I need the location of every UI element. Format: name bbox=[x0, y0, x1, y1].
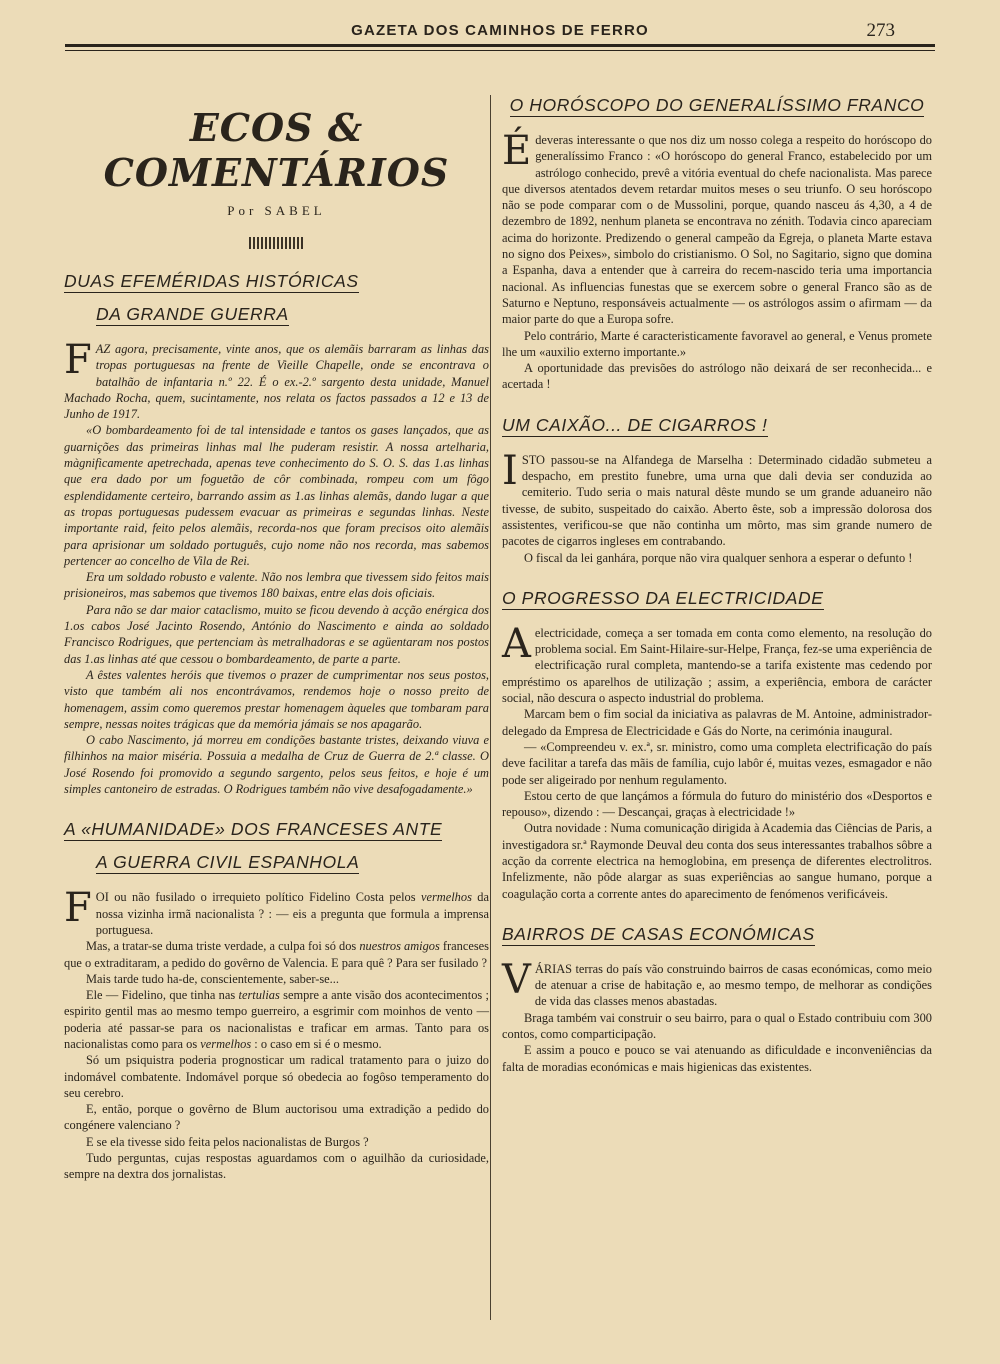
paragraph: E, então, porque o govêrno de Blum auctorisou uma extradição a pedido do congénere valenciano ? bbox=[64, 1102, 489, 1133]
paragraph: E assim a pouco e pouco se vai atenuando as dificuldade e inconveniências da falta de moradias económicas e mais higienicas das existentes. bbox=[502, 1043, 932, 1074]
paragraph: «O bombardeamento foi de tal intensidade e tantos os gases lançados, que as guarnições das primeiras linhas mal lhe puderam resistir. A nossa artelharia, màgnificamente apetrechada, apenas teve conhecimento do S. O. S. das 1.as linhas que era dado por um foguetão de côr combinada, rompeu com um fôgo esplendidamente certeiro, barrando assim as 1.as linhas alemãs, dando lugar a que as tropas portuguesas pudessem evacuar as primeiras e segundas linhas. Neste importante raid, feito pelos alemãis, recorda-nos que foram precisos oito alemãis para aprisionar um soldado português, cujo nome não nos recorda, mas sabemos pertencer ao concelho de Vila de Rei. bbox=[64, 423, 489, 568]
article-heading-line1: DUAS EFEMÉRIDAS HISTÓRICAS bbox=[64, 271, 359, 291]
paragraph: Para não se dar maior cataclismo, muito se ficou devendo à acção enérgica dos 1.os cabos José Jacinto Rosendo, António do Nascimento e ainda ao soldado Francisco Rodrigues, que pertenciam às metralhadoras e se agüentaram nos postos das 1.as linhas até que cessou o bombardeamento, de parte a parte. bbox=[64, 602, 489, 666]
paragraph: FOI ou não fusilado o irrequieto político Fidelino Costa pelos vermelhos da nossa vizinha irmã nacionalista ? : — eis a pregunta que formula a imprensa portuguesa. bbox=[64, 885, 490, 937]
article-caixao-cigarros bbox=[502, 415, 932, 566]
paragraph: Mas, a tratar-se duma triste verdade, a culpa foi só dos nuestros amigos franceses que o extraditaram, a pedido do govêrno de Valencia. E para quê ? Para ser fusilado ? bbox=[64, 939, 489, 970]
publication-title: GAZETA DOS CAMINHOS DE FERRO bbox=[351, 22, 649, 39]
drop-cap: F bbox=[64, 337, 92, 383]
article-bairros-casas bbox=[502, 924, 932, 1075]
paragraph: O fiscal da lei ganhára, porque não vira qualquer senhora a esperar o defunto ! bbox=[524, 550, 913, 565]
paragraph: Mais tarde tudo ha-de, conscientemente, saber-se... bbox=[86, 971, 339, 986]
paragraph: Era um soldado robusto e valente. Não nos lembra que tivessem sido feitos mais prisioneiros, mas sabemos que tivemos 180 baixas, entre elas dois oficiais. bbox=[64, 570, 489, 601]
article-humanidade-franceses bbox=[64, 819, 489, 1182]
paragraph: O cabo Nascimento, já morreu em condições bastante tristes, deixando viuva e filhinhos na maior miséria. Possuia a medalha de Cruz de Guerra de 2.ª classe. O José Rosendo foi promovido a segundo sargento, pelos seus feitos, e hoje é um simples cantoneiro de estradas. O Rodrigues também não vive desafogadamente.» bbox=[64, 733, 489, 797]
paragraph: Aelectricidade, começa a ser tomada em conta como elemento, na resolução do problema social. Em Saint-Hilaire-sur-Helpe, França, fez-se uma experiência de electrificação rural completa, mantendo-se a tarifa existente mas cedendo por empréstimo os aparelhos de utilização ; assim, a experiência, embora de carácter social, não descura o aspecto industrial do problema. bbox=[502, 620, 933, 706]
paragraph: Ele — Fidelino, que tinha nas tertulias sempre a ante visão dos acontecimentos ; espirito gentil mas ao mesmo tempo guerreiro, a esgrimir com moinhos de vento — poderia até passar-se para os nacionalistas e traficar em armas. Tanto para os nacionalistas como para os vermelhos : o caso em si é o mesmo. bbox=[64, 988, 489, 1051]
drop-cap: I bbox=[502, 447, 518, 494]
left-column bbox=[64, 95, 489, 1197]
paragraph: ISTO passou-se na Alfandega de Marselha : Determinado cidadão submeteu a despacho, em prestito funebre, uma urna que dali devia ser conduzida ao cemiterio. Tudo seria o mais natural dêste mundo se um grande aduaneiro não tivesse, de subito, suspeitado do caixão. Aberto êste, sob a impressão dolorosa dos assistentes, verificou-se que não continha um môrto, mas sim grande numero de pacotes de cigarros ingleses em contrabando. bbox=[502, 447, 932, 549]
article-heading-line1: A «HUMANIDADE» DOS FRANCESES ANTE bbox=[64, 819, 443, 840]
page-number: 273 bbox=[866, 20, 895, 41]
article-heading-line2: DA GRANDE GUERRA bbox=[96, 304, 289, 324]
paragraph: Marcam bem o fim social da iniciativa as palavras de M. Antoine, administrador-delegado da Empresa de Electricidade e Gás do Norte, na cerimónia inaugural. bbox=[502, 707, 932, 738]
article-heading-line2: A GUERRA CIVIL ESPANHOLA bbox=[96, 852, 360, 873]
section-main-title: ECOS & COMENTÁRIOS bbox=[103, 105, 450, 195]
article-duas-efemeridas bbox=[64, 271, 489, 797]
paragraph: E se ela tivesse sido feita pelos nacionalistas de Burgos ? bbox=[86, 1134, 369, 1149]
masthead bbox=[65, 18, 935, 54]
paragraph: A oportunidade das previsões do astrólogo não deixará de ser reconhecida... e acertada ! bbox=[502, 361, 932, 392]
paragraph: FAZ agora, precisamente, vinte anos, que os alemãis barraram as linhas das tropas portuguesas na frente de Vieille Chapelle, onde se encontrava o batalhão de infantaria n.º 22. É o ex.-2.º sargento desta unidade, Manuel Machado Rocha, quem, sucintamente, nos relata os factos passados a 12 e 13 de Junho de 1917. bbox=[64, 337, 489, 422]
right-column bbox=[502, 95, 932, 1089]
article-body bbox=[64, 885, 490, 1182]
article-heading: UM CAIXÃO... DE CIGARROS ! bbox=[502, 414, 768, 435]
article-body bbox=[64, 337, 489, 797]
paragraph: Só um psiquistra poderia prognosticar um radical tratamento para o juizo do indomável combatente. Indomável porque só obedecia ao fogôso temperamento do seu cerebro. bbox=[64, 1053, 489, 1100]
article-body bbox=[502, 128, 932, 393]
paragraph: — «Compreendeu v. ex.ª, sr. ministro, como uma completa electrificação do país deve facilitar a tarefa das mãis de família, cujo labôr é, muitas vezes, esmagador e não pode ser aligeirado por nenhum regulamento. bbox=[502, 739, 932, 787]
article-horoscopo-franco bbox=[502, 95, 932, 393]
drop-cap: É bbox=[502, 128, 532, 174]
paragraph: Édeveras interessante o que nos diz um nosso colega a respeito do horóscopo do generalíssimo Franco : «O horóscopo do general Franco, estabelecido por um astrólogo conhecido, prevê a vitória eventual do chefe nacionalista. Mas parece que diversos atentados devem retardar muitos meses o seu triunfo. O seu horóscopo não se pode comparar com o de Mussolini, porque, quando nasceu ás 4,30, a 4 de dezembro de 1892, nenhum planeta se encontrava no zénith. Todavia cinco apareciam acima do horizonte. Predizendo o general campeão da Egreja, o planeta Marte estava no signo dos Peixes», simbolo do cristianismo. O Sol, no Sagitario, signo que domina a Espanha, dava a entender que à carreira do recem-nascido teria uma importancia nacional. As influencias funestas que se exercem sobre o general Franco são as de Saturno e Neptuno, responsáveis actualmente — os astrólogos assim o afirmam — da maior parte do que a Europa sofre. bbox=[502, 128, 932, 327]
paragraph: Pelo contrário, Marte é caracteristicamente favoravel ao general, e Venus promete lhe um «auxilio externo importante.» bbox=[502, 328, 932, 359]
drop-cap: A bbox=[502, 620, 531, 667]
paragraph: Outra novidade : Numa comunicação dirigida à Academia das Ciências de Paris, a investigadora sr.ª Raymonde Deuval deu conta dos seus interessantes trabalhos sôbre a acção da corrente electrica na hemoglobina, em presença de diferentes electrolitros. Infelizmente, não pôde alargar as suas experiências ao sangue humano, porque a coagulação corta a corrente antes do aparecimento de fenómenos verificáveis. bbox=[502, 821, 932, 901]
ornament-divider bbox=[249, 237, 305, 249]
article-heading: O HORÓSCOPO DO GENERALÍSSIMO FRANCO bbox=[509, 95, 925, 115]
article-heading: BAIRROS DE CASAS ECONÓMICAS bbox=[502, 923, 815, 944]
paragraph: A êstes valentes heróis que tivemos o prazer de cumprimentar nos seus postos, visto que também ali nos encontrávamos, rendemos hoje o nosso preito de homenagem, assim como queremos prestar homenagem àqueles que tombaram para sempre, nessas noites trágicas que da memória jámais se nos apagarão. bbox=[64, 667, 489, 731]
byline: Por SABEL bbox=[227, 203, 326, 218]
paragraph: Braga também vai construir o seu bairro, para o qual o Estado contribuiu com 300 contos, como comparticipação. bbox=[502, 1010, 932, 1042]
drop-cap: F bbox=[64, 885, 92, 932]
masthead-rule-thick bbox=[65, 44, 935, 47]
paragraph: VÁRIAS terras do país vão construindo bairros de casas económicas, como meio de atenuar a crise de habitação e, ao mesmo tempo, de melhorar as condições de vida das classes menos abastadas. bbox=[502, 956, 932, 1009]
article-heading: O PROGRESSO DA ELECTRICIDADE bbox=[502, 587, 824, 608]
drop-cap: V bbox=[502, 956, 531, 1003]
masthead-rule-thin bbox=[65, 50, 935, 51]
article-progresso-electricidade bbox=[502, 588, 932, 902]
article-body bbox=[502, 620, 933, 902]
article-body bbox=[502, 447, 932, 566]
paragraph: Estou certo de que lançámos a fórmula do futuro do ministério dos «Desportos e repouso», dizendo : — Descançai, graças à electricidade !» bbox=[502, 788, 932, 820]
paragraph: Tudo perguntas, cujas respostas aguardamos com o aguilhão da curiosidade, sempre na dextra dos jornalistas. bbox=[64, 1151, 489, 1182]
article-body bbox=[502, 956, 932, 1075]
